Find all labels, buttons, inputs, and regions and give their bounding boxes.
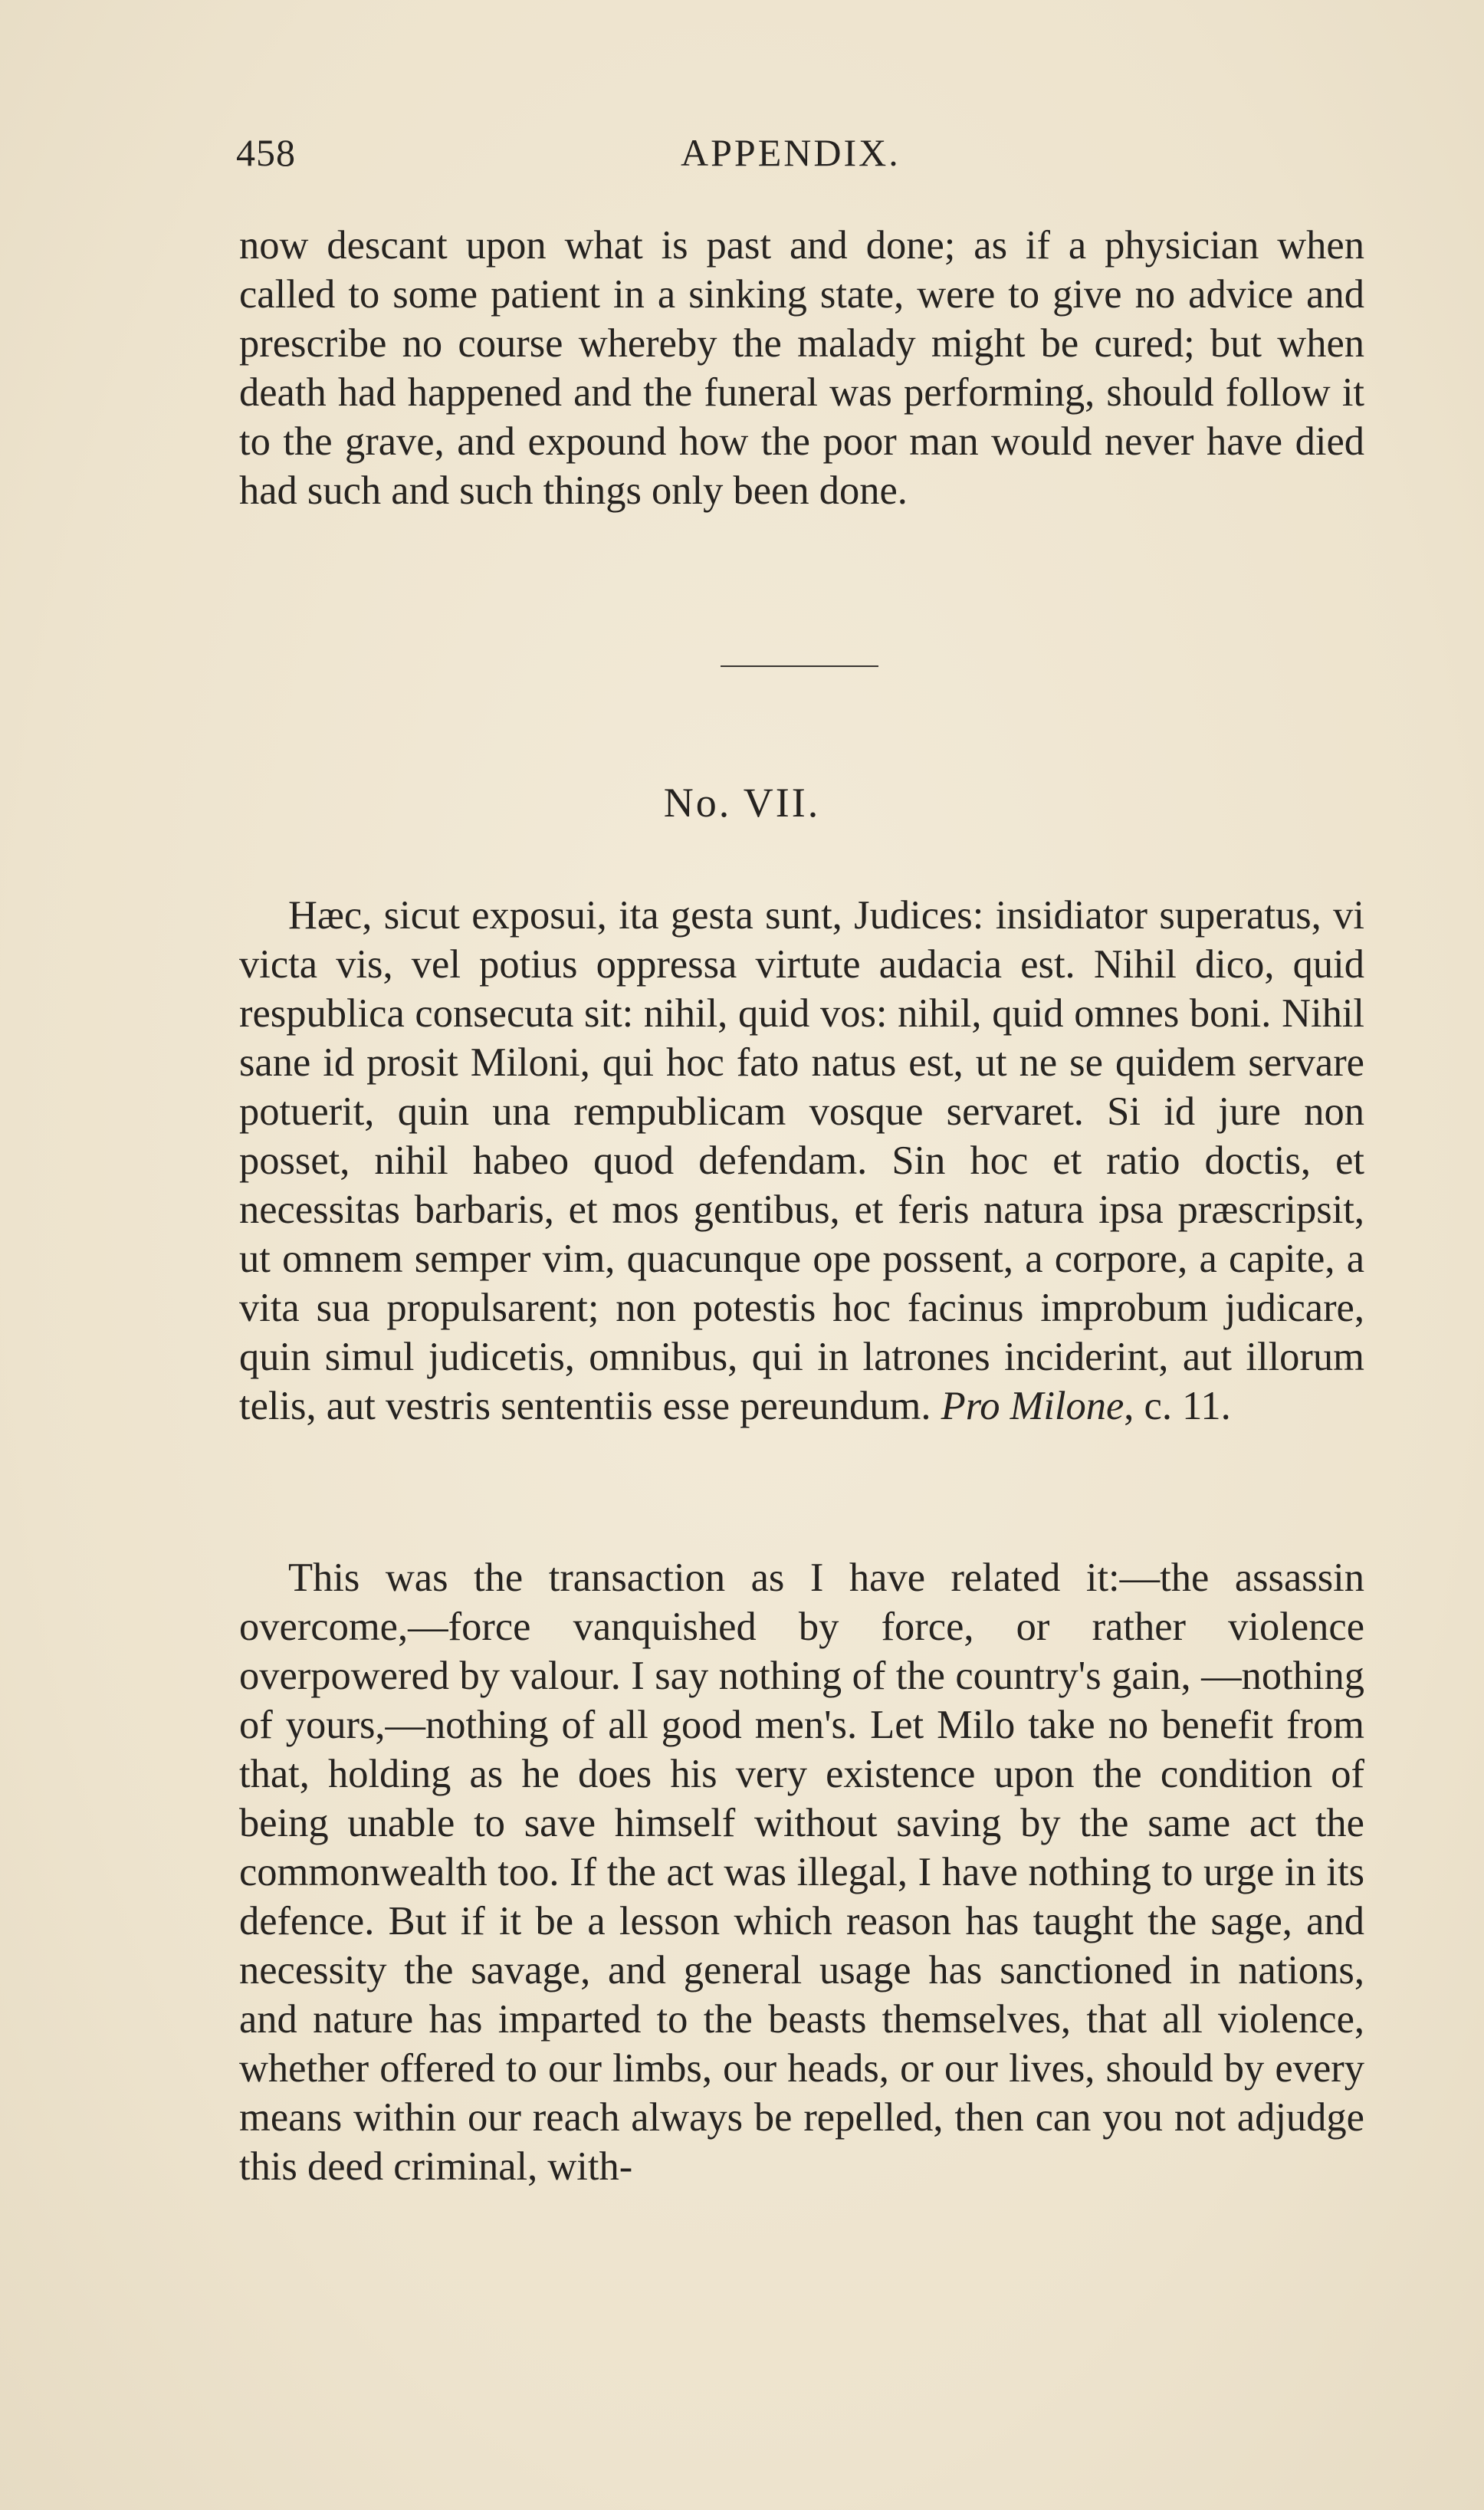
continuation-text: now descant upon what is past and done; as if a physician when called to some patient in a sinking state, were to give no advice and prescribe no course whereby the malady might be cured; but when death had happened and the funeral was performing, should follow it to the grave, and expound how the poor man would never have died had such and such things only been done. (239, 223, 1364, 513)
latin-text-block (239, 891, 1364, 1431)
section-divider (721, 665, 878, 667)
page-number: 458 (236, 131, 296, 174)
section-heading: No. VII. (663, 780, 821, 826)
translation-text: This was the transaction as I have related it:—the assassin overcome,—force vanquished by force, or rather violence overpowered by valour. I say nothing of the country's gain, —nothing of yours,—nothing of all good men's. Let Milo take no benefit from that, holding as he does his very existence upon the condition of being unable to save himself without saving by the same act the commonwealth too. If the act was illegal, I have nothing to urge in its defence. But if it be a lesson which reason has taught the sage, and necessity the savage, and general usage has sanctioned in nations, and nature has imparted to the beasts themselves, that all violence, whether offered to our limbs, our heads, or our lives, should by every means within our reach always be repelled, then can you not adjudge this deed criminal, with- (239, 1556, 1364, 2189)
translation-paragraph (239, 1553, 1364, 2191)
running-head: APPENDIX. (681, 131, 901, 174)
continuation-paragraph (239, 221, 1364, 515)
latin-paragraph (239, 891, 1364, 1431)
citation-ref: , c. 11. (1124, 1384, 1231, 1428)
citation-work: Pro Milone (941, 1384, 1124, 1428)
page-header (236, 130, 1325, 184)
latin-text: Hæc, sicut exposui, ita gesta sunt, Judices: insidiator superatus, vi victa vis, vel potius oppressa virtute audacia est. Nihil dico, quid respublica consecuta sit: nihil, quid vos: nihil, quid omnes boni. Nihil sane id prosit Miloni, qui hoc fato natus est, ut ne se quidem servare potuerit, quin una rempublicam vosque servaret. Si id jure non posset, nihil habeo quod defendam. Sin hoc et ratio doctis, et necessitas barbaris, et mos gentibus, et feris natura ipsa præscripsit, ut omnem semper vim, quacunque ope possent, a corpore, a capite, a vita sua propulsarent; non potestis hoc facinus improbum judicare, quin simul judicetis, omnibus, qui in latrones inciderint, aut illorum telis, aut vestris sententiis esse pereundum. (239, 893, 1364, 1428)
